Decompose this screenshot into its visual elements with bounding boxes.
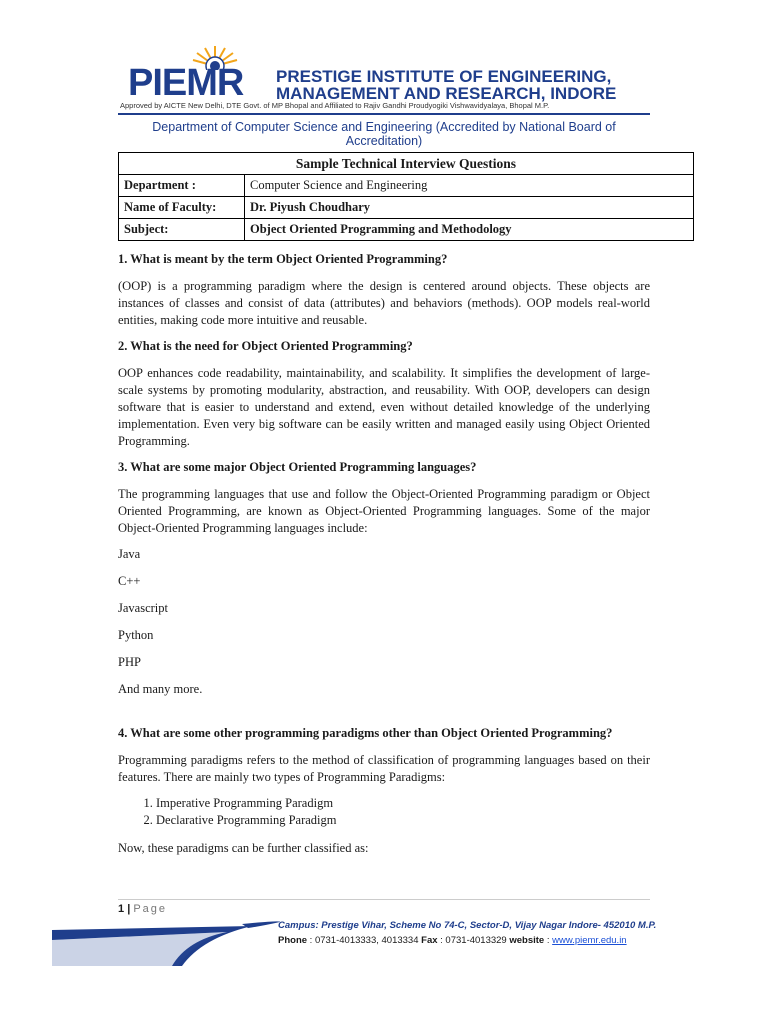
language-item: Java [118,547,141,561]
contact-line: Phone : 0731-4013333, 4013334 Fax : 0731-4013329 website : www.piemr.edu.in [278,935,627,946]
answer-paragraph: Now, these paradigms can be further classified as: [118,841,369,855]
row-label: Name of Faculty: [119,197,245,219]
row-label: Department : [119,175,245,197]
language-item: C++ [118,574,141,588]
answer-paragraph: (OOP) is a programming paradigm where the design is centered around objects. These objects are instances of classes and consist of data (attributes) and behaviors (methods). OOP models real-world entities, making code more intuitive and reusable. [118,279,650,327]
question-heading: 4. What are some other programming paradigms other than Object Oriented Programming? [118,726,613,740]
header-divider [118,113,650,115]
campus-address: Campus: Prestige Vihar, Scheme No 74-C, Sector-D, Vijay Nagar Indore- 452010 M.P. [278,920,657,931]
institute-name [276,68,676,102]
question-heading: 2. What is the need for Object Oriented Programming? [118,339,413,353]
table-row [119,197,694,219]
institute-name-line1: PRESTIGE INSTITUTE OF ENGINEERING, [276,67,612,86]
table-title-row [119,153,694,175]
page-number [118,903,167,915]
footer-swoosh-graphic [52,918,282,968]
page-number-value: 1 [118,903,125,915]
fax-label: Fax [421,935,438,946]
logo-wordmark: PIEMR [128,62,244,104]
website-label: website [509,935,545,946]
approval-line: Approved by AICTE New Delhi, DTE Govt. of MP Bhopal and Affiliated to Rajiv Gandhi Proudyogiki Vishwavidyalaya, Bhopal M.P. [120,101,550,110]
answer-paragraph: Programming paradigms refers to the method of classification of programming languages based on their features. There are mainly two types of Programming Paradigms: [118,753,650,784]
language-item: And many more. [118,682,203,696]
language-item: Javascript [118,601,168,615]
page-word: Page [133,903,168,915]
list-item: 1. Imperative Programming Paradigm [156,795,650,812]
question-heading: 3. What are some major Object Oriented Programming languages? [118,460,477,474]
institute-name-line2: MANAGEMENT AND RESEARCH, INDORE [276,84,617,103]
row-value: Object Oriented Programming and Methodology [245,219,694,241]
website-link[interactable]: www.piemr.edu.in [552,935,627,946]
paradigm-list [118,795,650,829]
list-item: 2. Declarative Programming Paradigm [156,812,650,829]
table-title: Sample Technical Interview Questions [119,153,694,175]
footer-divider [118,899,650,900]
row-label: Subject: [119,219,245,241]
info-table [118,152,694,241]
answer-paragraph: OOP enhances code readability, maintainability, and scalability. It simplifies the development of large-scale systems by promoting modularity, abstraction, and reusability. With OOP, developers can design software that is easier to understand and extend, even without detailed knowledge of the underlying implementation. Even very big software can be easily written and managed easily using Object Oriented Programming. [118,366,650,448]
phone-label: Phone [278,935,308,946]
fax-value: : 0731-4013329 [440,935,507,946]
department-accreditation: Department of Computer Science and Engineering (Accredited by National Board of Accreditation) [152,120,616,148]
question-heading: 1. What is meant by the term Object Oriented Programming? [118,252,448,266]
language-item: Python [118,628,154,642]
row-value: Dr. Piyush Choudhary [245,197,694,219]
row-value: Computer Science and Engineering [245,175,694,197]
answer-paragraph: The programming languages that use and follow the Object-Oriented Programming paradigm or Object Oriented Programming, are known as Object-Oriented Programming languages. Some of the major Object-Oriented Programming languages include: [118,487,650,535]
table-row [119,175,694,197]
table-row [119,219,694,241]
phone-value: : 0731-4013333, 4013334 [309,935,419,946]
document-body [118,251,650,866]
language-item: PHP [118,655,141,669]
page-separator: | [127,903,131,915]
